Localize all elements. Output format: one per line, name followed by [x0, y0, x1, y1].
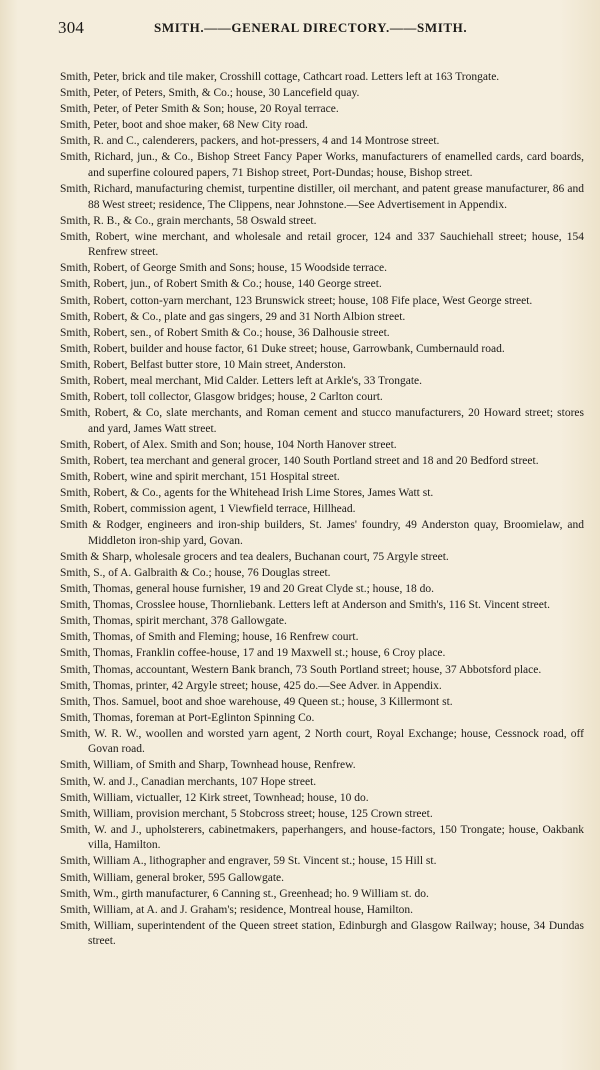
directory-entry: Smith, Robert, wine and spirit merchant, 151 Hospital street. — [60, 470, 340, 483]
directory-entry: Smith, William, of Smith and Sharp, Townhead house, Renfrew. — [60, 759, 356, 772]
directory-entry: Smith, Robert, sen., of Robert Smith & Co.; house, 36 Dalhousie street. — [60, 326, 390, 339]
directory-entry: Smith, William, provision merchant, 5 Stobcross street; house, 125 Crown street. — [60, 807, 433, 820]
directory-entry: Smith, Richard, jun., & Co., Bishop Street Fancy Paper Works, manufacturers of enamelled cards, card boards, and superfine coloured papers, 71 Bishop street, Port-Dundas; house, Bishop street. — [60, 151, 584, 179]
directory-entry: Smith, Thomas, foreman at Port-Eglinton Spinning Co. — [60, 711, 315, 724]
directory-entry: Smith, S., of A. Galbraith & Co.; house, 76 Douglas street. — [60, 566, 331, 579]
directory-entry: Smith, R. B., & Co., grain merchants, 58 Oswald street. — [60, 214, 317, 227]
running-head: SMITH.——GENERAL DIRECTORY.——SMITH. — [154, 20, 468, 35]
directory-entry: Smith, W. and J., upholsterers, cabinetmakers, paperhangers, and house-factors, 150 Trongate; house, Oakbank villa, Hamilton. — [60, 823, 584, 852]
directory-entry: Smith, William, at A. and J. Graham's; residence, Montreal house, Hamilton. — [60, 903, 414, 916]
directory-entry: Smith, Robert, toll collector, Glasgow bridges; house, 2 Carlton court. — [60, 391, 383, 404]
directory-entry: Smith, William, victualler, 12 Kirk street, Townhead; house, 10 do. — [60, 791, 369, 804]
directory-entry: Smith, Peter, brick and tile maker, Crosshill cottage, Cathcart road. Letters left at 163 Trongate. — [60, 71, 500, 83]
directory-entry: Smith, Thomas, spirit merchant, 378 Gallowgate. — [60, 615, 287, 628]
directory-entry: Smith, Robert, jun., of Robert Smith & Co.; house, 140 George street. — [60, 278, 382, 291]
directory-entry: Smith, Robert, of George Smith and Sons; house, 15 Woodside terrace. — [60, 262, 387, 275]
directory-entry: Smith, Wm., girth manufacturer, 6 Canning st., Greenhead; ho. 9 William st. do. — [60, 887, 429, 900]
directory-entry: Smith, Robert, of Alex. Smith and Son; house, 104 North Hanover street. — [60, 438, 397, 451]
directory-entry: Smith, William, general broker, 595 Gallowgate. — [60, 871, 285, 884]
directory-entry: Smith, Thos. Samuel, boot and shoe warehouse, 49 Queen st.; house, 3 Killermont st. — [60, 695, 453, 708]
directory-entry: Smith, Peter, of Peters, Smith, & Co.; house, 30 Lancefield quay. — [60, 87, 360, 100]
directory-entry: Smith, Thomas, of Smith and Fleming; house, 16 Renfrew court. — [60, 631, 359, 644]
directory-entry: Smith, Robert, cotton-yarn merchant, 123 Brunswick street; house, 108 Fife place, West George street. — [60, 294, 533, 307]
directory-entry: Smith, William, superintendent of the Queen street station, Edinburgh and Glasgow Railway; house, 34 Dundas street. — [60, 919, 584, 948]
directory-entry: Smith, W. and J., Canadian merchants, 107 Hope street. — [60, 775, 317, 788]
directory-entry: Smith, R. and C., calenderers, packers, and hot-pressers, 4 and 14 Montrose street. — [60, 135, 440, 148]
directory-entry: Smith & Rodger, engineers and iron-ship builders, St. James' foundry, 49 Anderston quay, Broomielaw, and Middleton iron-ship yard, Govan. — [60, 519, 584, 547]
directory-entry: Smith, Thomas, Franklin coffee-house, 17 and 19 Maxwell st.; house, 6 Croy place. — [60, 647, 446, 660]
directory-entry: Smith, Robert, & Co, slate merchants, and Roman cement and stucco manufacturers, 20 Howard street; stores and yard, James Watt street. — [60, 407, 584, 435]
directory-entry: Smith & Sharp, wholesale grocers and tea dealers, Buchanan court, 75 Argyle street. — [60, 550, 449, 563]
directory-entry: Smith, Robert, & Co., agents for the Whitehead Irish Lime Stores, James Watt st. — [60, 487, 434, 500]
directory-entry: Smith, Peter, of Peter Smith & Son; house, 20 Royal terrace. — [60, 103, 339, 116]
directory-entry: Smith, Robert, Belfast butter store, 10 Main street, Anderston. — [60, 358, 346, 371]
directory-entry: Smith, W. R. W., woollen and worsted yarn agent, 2 North court, Royal Exchange; house, Cessnock road, off Govan road. — [60, 727, 584, 756]
directory-entry: Smith, Robert, meal merchant, Mid Calder. Letters left at Arkle's, 33 Trongate. — [60, 375, 423, 387]
directory-entries — [60, 70, 584, 950]
directory-entry: Smith, Peter, boot and shoe maker, 68 New City road. — [60, 119, 308, 132]
directory-entry: Smith, Robert, commission agent, 1 Viewfield terrace, Hillhead. — [60, 503, 356, 516]
directory-entry: Smith, Richard, manufacturing chemist, turpentine distiller, oil merchant, and patent grease manufacturer, 86 and 88 West street; residence, The Clippens, near Johnstone.—See Advertisement in Appendix. — [60, 183, 584, 211]
directory-entry: Smith, Thomas, Crosslee house, Thornliebank. Letters left at Anderson and Smith's, 116 St. Vincent street. — [60, 599, 550, 612]
directory-entry: Smith, Robert, wine merchant, and wholesale and retail grocer, 124 and 337 Sauchiehall street; house, 154 Renfrew street. — [60, 230, 584, 259]
directory-entry: Smith, Robert, builder and house factor, 61 Duke street; house, Garrowbank, Cumbernauld road. — [60, 342, 505, 355]
directory-entry: Smith, Thomas, accountant, Western Bank branch, 73 South Portland street; house, 37 Abbotsford place. — [60, 663, 542, 676]
directory-entry: Smith, Robert, tea merchant and general grocer, 140 South Portland street and 18 and 20 Bedford street. — [60, 454, 539, 467]
page-number: 304 — [58, 18, 85, 37]
directory-entry: Smith, William A., lithographer and engraver, 59 St. Vincent st.; house, 15 Hill st. — [60, 855, 437, 868]
directory-entry: Smith, Robert, & Co., plate and gas singers, 29 and 31 North Albion street. — [60, 310, 406, 323]
directory-entry: Smith, Thomas, general house furnisher, 19 and 20 Great Clyde st.; house, 18 do. — [60, 583, 434, 596]
page-header — [58, 14, 582, 38]
directory-entry: Smith, Thomas, printer, 42 Argyle street; house, 425 do.—See Adver. in Appendix. — [60, 679, 442, 692]
